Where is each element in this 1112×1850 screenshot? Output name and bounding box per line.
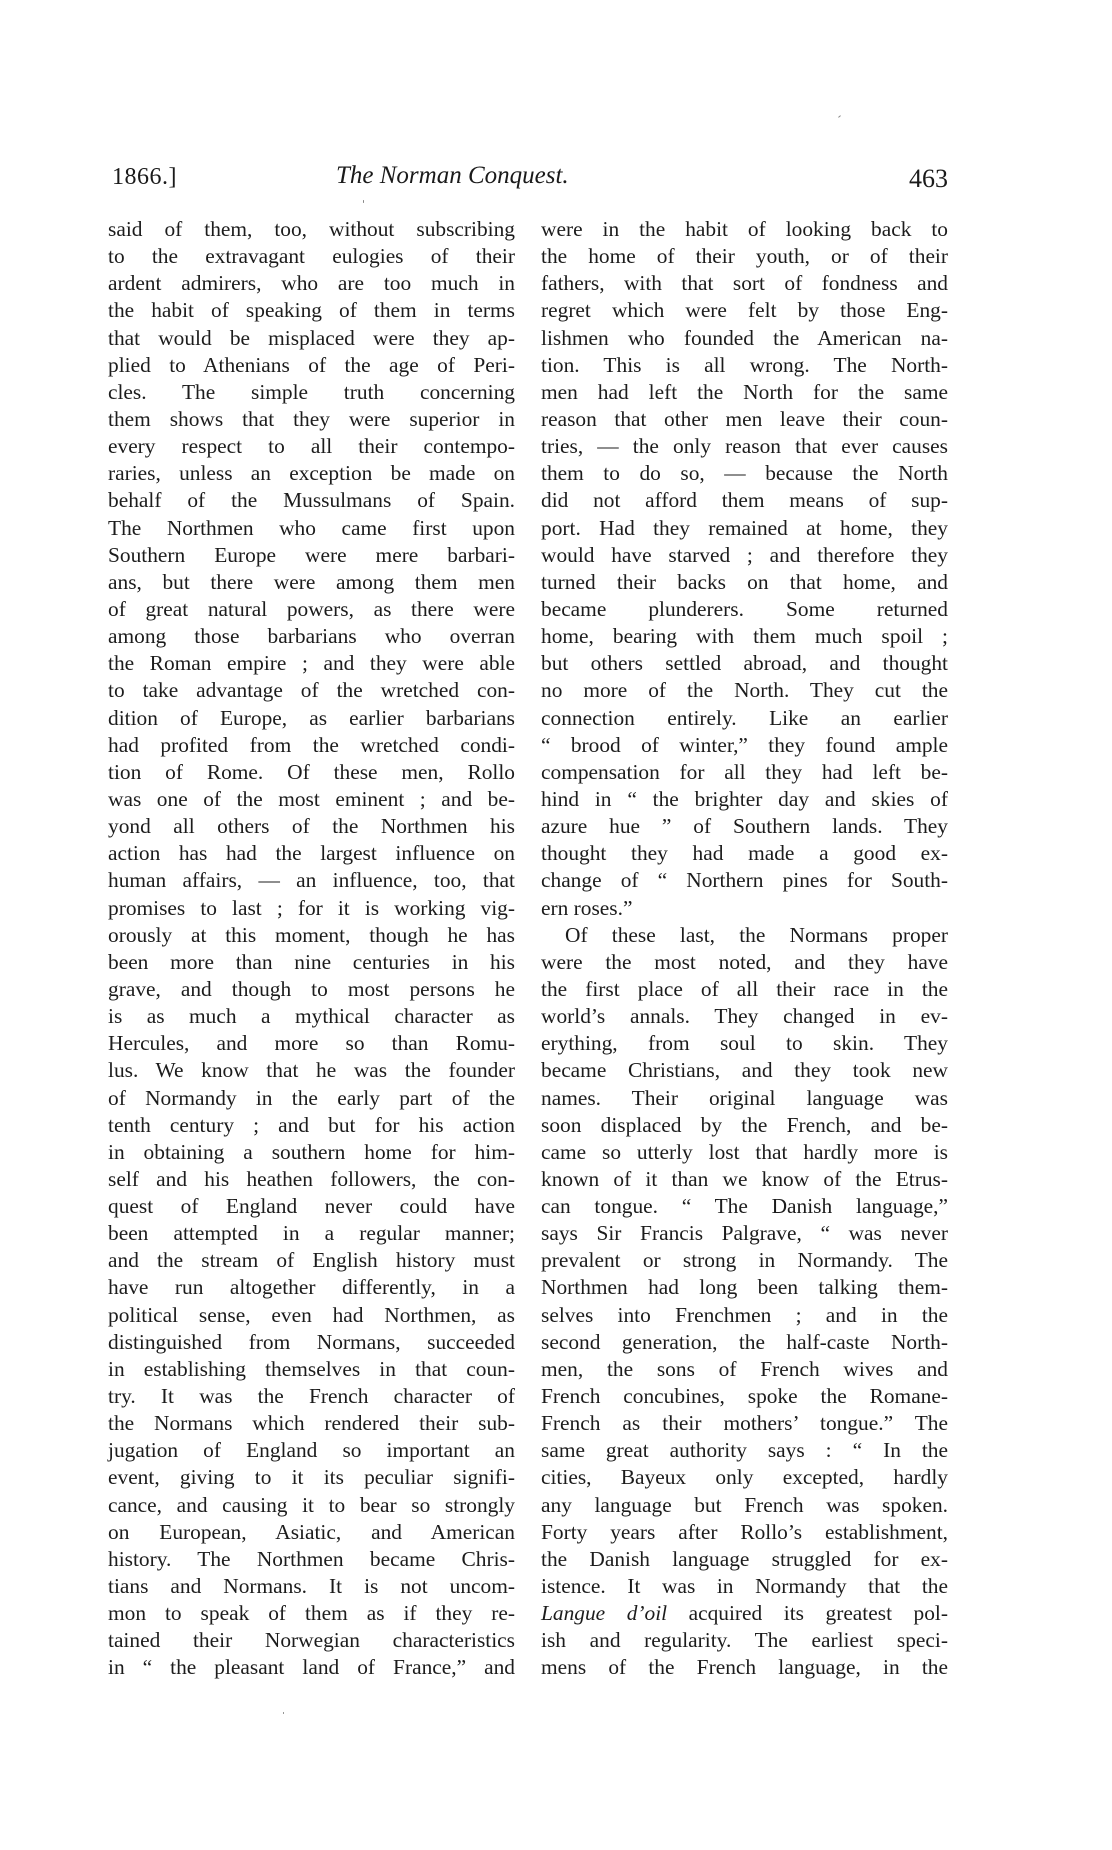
text-line: ern roses.” <box>541 895 633 920</box>
text-line: had profited from the wretched condi- <box>108 732 515 757</box>
right-text-column <box>541 216 948 1682</box>
text-line: tion of Rome. Of these men, Rollo <box>108 759 515 784</box>
text-line: the habit of speaking of them in terms <box>108 298 515 323</box>
text-line: history. The Northmen became Chris- <box>108 1546 515 1571</box>
text-line: the first place of all their race in the <box>541 976 948 1001</box>
text-line: was one of the most eminent ; and be- <box>108 786 515 811</box>
text-line: of Normandy in the early part of the <box>108 1085 515 1110</box>
text-line <box>541 1600 948 1627</box>
text-line: self and his heathen followers, the con- <box>108 1166 515 1191</box>
text-line: raries, unless an exception be made on <box>108 461 515 486</box>
text-line: on European, Asiatic, and American <box>108 1519 515 1544</box>
text-line: would have starved ; and therefore they <box>541 542 948 567</box>
italic-phrase: Langue d’oil <box>541 1601 668 1626</box>
text-line: but others settled abroad, and thought <box>541 651 948 676</box>
text-line: action has had the largest influence on <box>108 841 515 866</box>
text-line: political sense, even had Northmen, as <box>108 1302 515 1327</box>
text-line: been more than nine centuries in his <box>108 949 515 974</box>
text-line: azure hue ” of Southern lands. They <box>541 814 948 839</box>
text-line: tries, — the only reason that ever causes <box>541 434 948 459</box>
text-line: tained their Norwegian characteristics <box>108 1628 515 1653</box>
text-line: dition of Europe, as earlier barbarians <box>108 705 515 730</box>
text-line: grave, and though to most persons he <box>108 976 515 1001</box>
text-line: names. Their original language was <box>541 1085 948 1110</box>
running-header <box>108 160 948 196</box>
header-year: 1866.] <box>112 164 177 190</box>
text-line: and the stream of English history must <box>108 1248 515 1273</box>
text-line: home, bearing with them much spoil ; <box>541 624 948 649</box>
text-line: cance, and causing it to bear so strongly <box>108 1492 515 1517</box>
text-line: men had left the North for the same <box>541 379 948 404</box>
text-line: jugation of England so important an <box>108 1438 515 1463</box>
text-line: says Sir Francis Palgrave, “ was never <box>541 1221 948 1246</box>
text-line: mens of the French language, in the <box>541 1655 948 1680</box>
text-line: no more of the North. They cut the <box>541 678 948 703</box>
scan-speck <box>363 200 364 203</box>
text-line: turned their backs on that home, and <box>541 569 948 594</box>
text-line: the home of their youth, or of their <box>541 244 948 269</box>
text-line: have run altogether differently, in a <box>108 1275 515 1300</box>
page-number: 463 <box>909 164 948 193</box>
text-line: soon displaced by the French, and be- <box>541 1112 948 1137</box>
scan-speck <box>838 115 841 118</box>
text-line: compensation for all they had left be- <box>541 759 948 784</box>
text-line: cities, Bayeux only excepted, hardly <box>541 1465 948 1490</box>
text-line: ardent admirers, who are too much in <box>108 271 515 296</box>
text-line: were in the habit of looking back to <box>541 217 948 241</box>
scan-speck <box>283 1712 284 1714</box>
text-line: known of it than we know of the Etrus- <box>541 1166 948 1191</box>
text-line: the Normans which rendered their sub- <box>108 1411 515 1436</box>
text-line: Northmen had long been talking them- <box>541 1275 948 1300</box>
text-line: same great authority says : “ In the <box>541 1438 948 1463</box>
text-line: them to do so, — because the North <box>541 461 948 486</box>
text-line: plied to Athenians of the age of Peri- <box>108 352 515 377</box>
text-line: quest of England never could have <box>108 1194 515 1219</box>
text-line: any language but French was spoken. <box>541 1492 948 1517</box>
text-line: world’s annals. They changed in ev- <box>541 1004 948 1029</box>
text-line: lus. We know that he was the founder <box>108 1058 515 1083</box>
text-line: reason that other men leave their coun- <box>541 406 948 431</box>
text-line: selves into Frenchmen ; and in the <box>541 1302 948 1327</box>
text-line: fathers, with that sort of fondness and <box>541 271 948 296</box>
text-line: among those barbarians who overran <box>108 624 515 649</box>
text-line: became Christians, and they took new <box>541 1058 948 1083</box>
text-line: The Northmen who came first upon <box>108 515 515 540</box>
text-line: were the most noted, and they have <box>541 949 948 974</box>
text-line: try. It was the French character of <box>108 1384 515 1409</box>
text-line: promises to last ; for it is working vig- <box>108 895 515 920</box>
text-line: can tongue. “ The Danish language,” <box>541 1194 948 1219</box>
text-line: hind in “ the brighter day and skies of <box>541 786 948 811</box>
text-line: came so utterly lost that hardly more is <box>541 1139 948 1164</box>
text-line: behalf of the Mussulmans of Spain. <box>108 488 515 513</box>
text-line: every respect to all their contempo- <box>108 434 515 459</box>
text-line: connection entirely. Like an earlier <box>541 705 948 730</box>
text-line: thought they had made a good ex- <box>541 841 948 866</box>
text-line: the Danish language struggled for ex- <box>541 1546 948 1571</box>
text-line: lishmen who founded the American na- <box>541 325 948 350</box>
text-line: is as much a mythical character as <box>108 1004 515 1029</box>
text-line: istence. It was in Normandy that the <box>541 1574 948 1599</box>
line-remainder: acquired its greatest pol- <box>667 1601 948 1626</box>
text-line: them shows that they were superior in <box>108 406 515 431</box>
text-line: regret which were felt by those Eng- <box>541 298 948 323</box>
text-line: to take advantage of the wretched con- <box>108 678 515 703</box>
text-line: Of these last, the Normans proper <box>565 922 948 947</box>
text-line: to the extravagant eulogies of their <box>108 244 515 269</box>
text-line: Southern Europe were mere barbari- <box>108 542 515 567</box>
text-line: French as their mothers’ tongue.” The <box>541 1411 948 1436</box>
text-line: distinguished from Normans, succeeded <box>108 1329 515 1354</box>
text-line: erything, from soul to skin. They <box>541 1031 948 1056</box>
text-line: Forty years after Rollo’s establishment, <box>541 1519 948 1544</box>
text-line: tians and Normans. It is not uncom- <box>108 1574 515 1599</box>
text-line: men, the sons of French wives and <box>541 1356 948 1381</box>
text-line: that would be misplaced were they ap- <box>108 325 515 350</box>
text-line: Hercules, and more so than Romu- <box>108 1031 515 1056</box>
text-line: been attempted in a regular manner; <box>108 1221 515 1246</box>
text-line: second generation, the half-caste North- <box>541 1329 948 1354</box>
text-line: the Roman empire ; and they were able <box>108 651 515 676</box>
left-text-column <box>108 216 515 1682</box>
text-line: tion. This is all wrong. The North- <box>541 352 948 377</box>
text-line: ish and regularity. The earliest speci- <box>541 1628 948 1653</box>
text-line: in obtaining a southern home for him- <box>108 1139 515 1164</box>
text-line: change of “ Northern pines for South- <box>541 868 948 893</box>
text-line: ans, but there were among them men <box>108 569 515 594</box>
text-line: port. Had they remained at home, they <box>541 515 948 540</box>
text-line: mon to speak of them as if they re- <box>108 1601 515 1626</box>
text-line: human affairs, — an influence, too, that <box>108 868 515 893</box>
text-line: in establishing themselves in that coun- <box>108 1356 515 1381</box>
text-line: French concubines, spoke the Romane- <box>541 1384 948 1409</box>
text-line: cles. The simple truth concerning <box>108 379 515 404</box>
header-title: The Norman Conquest. <box>336 162 569 189</box>
text-line: of great natural powers, as there were <box>108 596 515 621</box>
text-line: yond all others of the Northmen his <box>108 814 515 839</box>
text-line: “ brood of winter,” they found ample <box>541 732 948 757</box>
text-line: prevalent or strong in Normandy. The <box>541 1248 948 1273</box>
text-line: said of them, too, without subscribing <box>108 217 515 241</box>
text-line: event, giving to it its peculiar signifi- <box>108 1465 515 1490</box>
text-line: orously at this moment, though he has <box>108 922 515 947</box>
text-line: in “ the pleasant land of France,” and <box>108 1655 515 1680</box>
text-line: did not afford them means of sup- <box>541 488 948 513</box>
text-line: became plunderers. Some returned <box>541 596 948 621</box>
text-line: tenth century ; and but for his action <box>108 1112 515 1137</box>
